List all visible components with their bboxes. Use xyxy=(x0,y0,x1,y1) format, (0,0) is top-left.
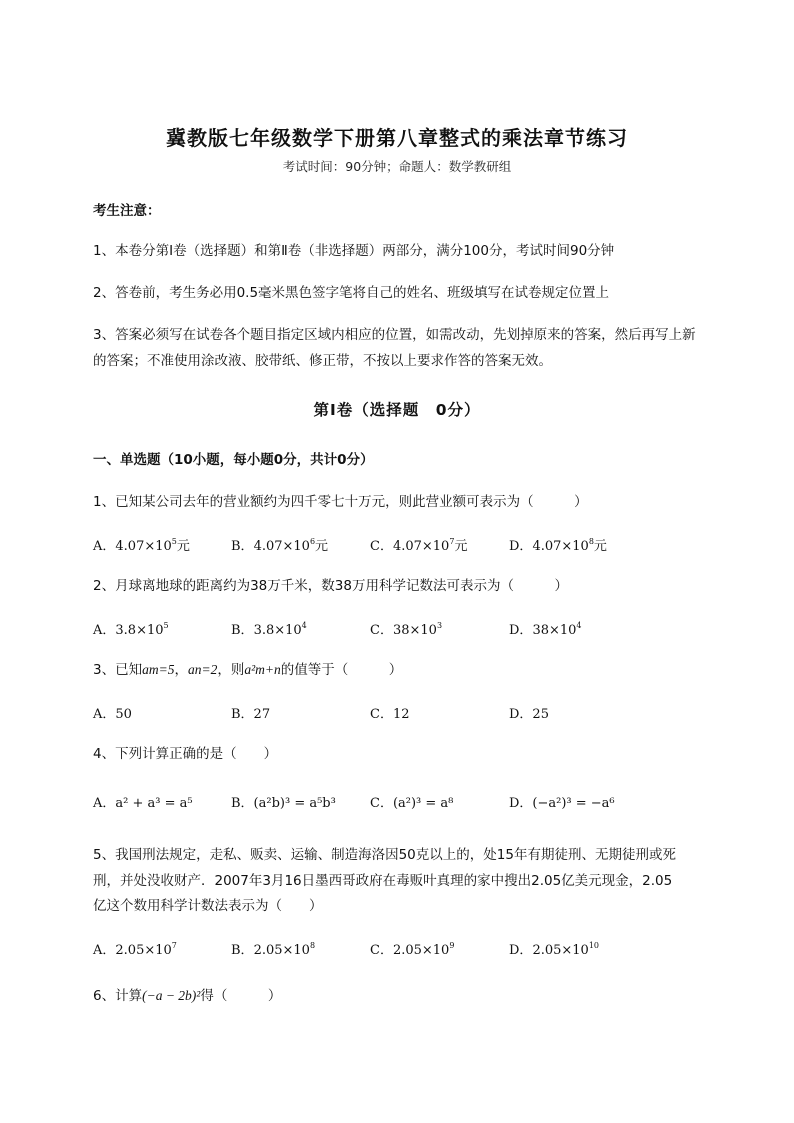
question-4-option-d[interactable]: D．(−a²)³ = −a⁶ xyxy=(509,796,615,811)
question-3-option-b[interactable]: B．27 xyxy=(231,707,271,722)
question-5-stem-line-2: 刑，并处没收财产．2007年3月16日墨西哥政府在毒贩叶真理的家中搜出2.05亿美元现金，2.05 xyxy=(93,873,673,889)
section-title: 第I卷（选择题 0分） xyxy=(313,401,481,419)
question-1-option-d[interactable]: D．$4.07\times 10^8$元 xyxy=(509,537,607,554)
question-4-option-b[interactable]: B．(a²b)³ = a⁵b³ xyxy=(231,796,336,811)
question-2-options xyxy=(93,619,693,639)
question-2-option-b[interactable]: B．$3.8\times 10^4$ xyxy=(231,621,307,638)
question-4-options xyxy=(93,792,693,812)
question-3-option-d[interactable]: D．25 xyxy=(509,707,549,722)
notice-item-2: 2、答卷前，考生务必用0.5毫米黑色签字笔将自己的姓名、班级填写在试卷规定位置上 xyxy=(93,285,610,301)
question-3-option-c[interactable]: C．12 xyxy=(370,707,410,722)
exam-title: 冀教版七年级数学下册第八章整式的乘法章节练习 xyxy=(166,126,628,150)
question-1-option-c[interactable]: C．$4.07\times 10^7$元 xyxy=(370,537,468,554)
question-4-option-c[interactable]: C．(a²)³ = a⁸ xyxy=(370,796,454,811)
question-3-options xyxy=(93,703,693,723)
question-5-stem-line-3: 亿这个数用科学计数法表示为（ ） xyxy=(93,898,323,914)
question-1-option-b[interactable]: B．$4.07\times 10^6$元 xyxy=(231,537,329,554)
question-5-option-b[interactable]: B．$2.05\times 10^8$ xyxy=(231,941,316,958)
question-2-option-a[interactable]: A．$3.8\times 10^5$ xyxy=(93,621,169,638)
question-1-option-a[interactable]: A．$4.07\times 10^5$元 xyxy=(93,537,190,554)
question-2-option-d[interactable]: D．$38\times 10^4$ xyxy=(509,621,582,638)
question-3-expr-m: am=5 xyxy=(142,662,175,677)
question-5-option-a[interactable]: A．$2.05\times 10^7$ xyxy=(93,941,177,958)
question-3-expr: a²m+n xyxy=(244,662,281,677)
question-5-options xyxy=(93,939,693,959)
question-1-stem: 1、已知某公司去年的营业额约为四千零七十万元，则此营业额可表示为（ ） xyxy=(93,494,588,510)
question-6-stem: 6、计算(−a − 2b)²得（ ） xyxy=(93,988,282,1004)
notice-item-3-cont: 的答案；不准使用涂改液、胶带纸、修正带，不按以上要求作答的答案无效。 xyxy=(93,353,552,369)
question-2-option-c[interactable]: C．$38\times 10^3$ xyxy=(370,621,443,638)
notice-item-1: 1、本卷分第I卷（选择题）和第Ⅱ卷（非选择题）两部分，满分100分，考试时间90分钟 xyxy=(93,243,615,259)
question-3-option-a[interactable]: A．50 xyxy=(93,707,132,722)
part-heading: 一、单选题（10小题，每小题0分，共计0分） xyxy=(93,452,374,468)
notice-item-3: 3、答案必须写在试卷各个题目指定区域内相应的位置，如需改动，先划掉原来的答案，然后再写上新 xyxy=(93,327,696,343)
question-5-option-c[interactable]: C．$2.05\times 10^9$ xyxy=(370,941,455,958)
question-4-option-a[interactable]: A．a² + a³ = a⁵ xyxy=(93,796,193,811)
question-6-expr: (−a − 2b)² xyxy=(142,988,201,1003)
notice-heading: 考生注意： xyxy=(93,203,161,219)
question-2-stem: 2、月球离地球的距离约为38万千米，数38万用科学记数法可表示为（ ） xyxy=(93,578,568,594)
question-1-options xyxy=(93,535,693,555)
question-3-expr-n: an=2 xyxy=(187,662,218,677)
question-5-option-d[interactable]: D．$2.05\times 10^{10}$ xyxy=(509,941,600,958)
question-5-stem-line-1: 5、我国刑法规定，走私、贩卖、运输、制造海洛因50克以上的，处15年有期徒刑、无期徒刑或死 xyxy=(93,847,676,863)
exam-subtitle: 考试时间：90分钟；命题人：数学教研组 xyxy=(282,159,512,174)
question-4-stem: 4、下列计算正确的是（ ） xyxy=(93,746,278,762)
question-3-stem: 3、已知am=5，an=2，则a²m+n的值等于（ ） xyxy=(93,662,403,678)
